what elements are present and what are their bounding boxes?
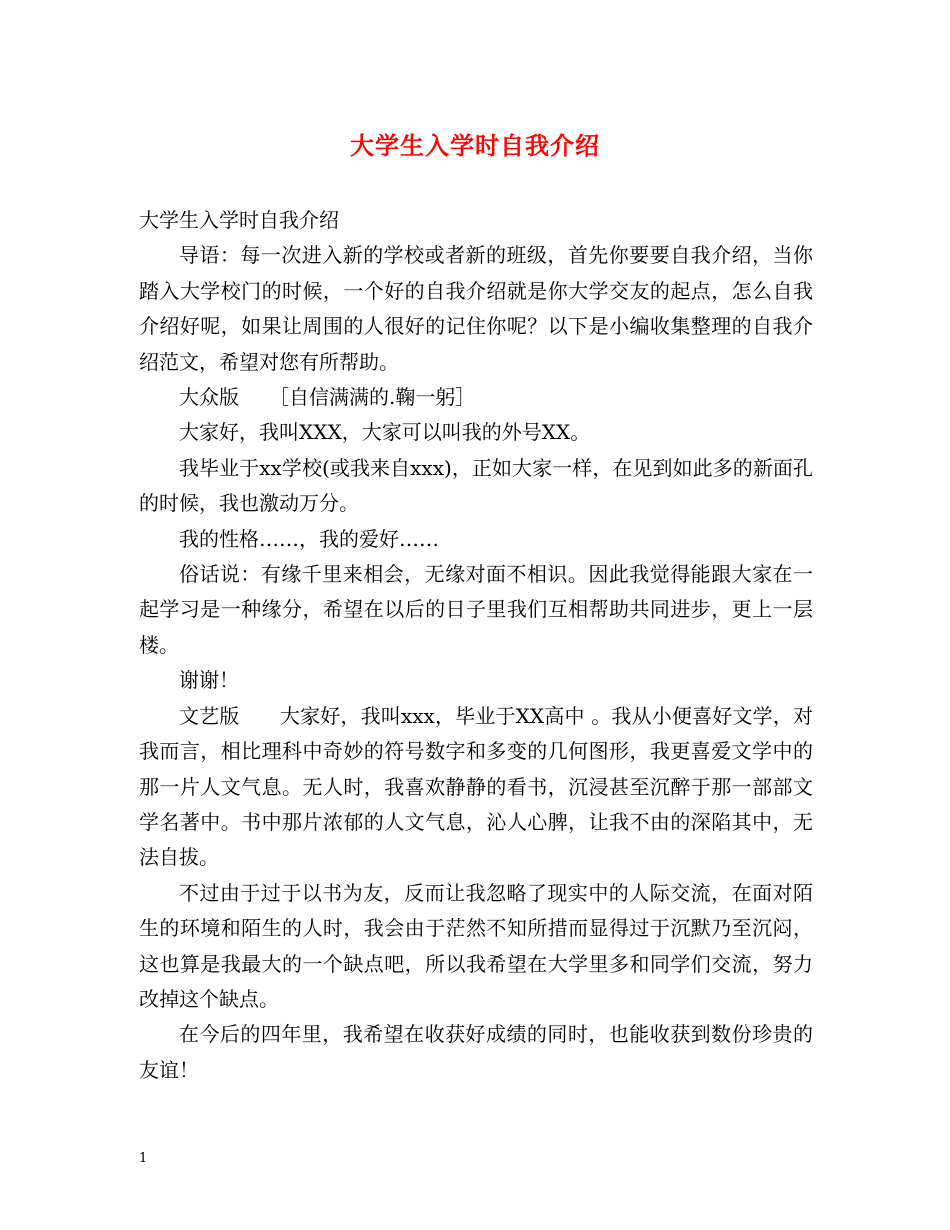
paragraph-popular-version: 大众版 ［自信满满的.鞠一躬］: [179, 385, 476, 410]
paragraph-heading: 大学生入学时自我介绍: [139, 208, 339, 232]
paragraph-personality: 我的性格……，我的爱好……: [179, 526, 439, 551]
paragraph-thanks: 谢谢！: [179, 668, 239, 693]
paragraph-graduation: 我毕业于xx学校(或我来自xxx)，正如大家一样，在见到如此多的新面孔的时候，我也激动万分。: [139, 455, 813, 516]
paragraph-closing: 在今后的四年里，我希望在收获好成绩的同时，也能收获到数份珍贵的友谊！: [139, 1022, 813, 1082]
page-number: 1: [139, 1151, 148, 1166]
paragraph-literary-version: 文艺版 大家好，我叫xxx，毕业于XX高中 。我从小便喜好文学，对我而言，相比理科中奇妙的符号数字和多变的几何图形，我更喜爱文学中的那一片人文气息。无人时，我喜欢静静的看书，沉浸甚至沉醉于那一部部文学名著中。书中那片浓郁的人文气息，沁人心脾，让我不由的深陷其中，无法自拔。: [139, 703, 813, 870]
paragraph-shortcoming: 不过由于过于以书为友，反而让我忽略了现实中的人际交流，在面对陌生的环境和陌生的人时，我会由于茫然不知所措而显得过于沉默乃至沉闷，这也算是我最大的一个缺点吧，所以我希望在大学里多和同学们交流，努力改掉这个缺点。: [139, 880, 813, 1011]
paragraph-intro: 导语：每一次进入新的学校或者新的班级，首先你要要自我介绍，当你踏入大学校门的时候，一个好的自我介绍就是你大学交友的起点，怎么自我介绍好呢，如果让周围的人很好的记住你呢？以下是小编收集整理的自我介绍范文，希望对您有所帮助。: [139, 243, 813, 374]
paragraph-greeting: 大家好，我叫XXX，大家可以叫我的外号XX。: [179, 420, 591, 445]
paragraph-proverb: 俗话说：有缘千里来相会，无缘对面不相识。因此我觉得能跟大家在一起学习是一种缘分，希望在以后的日子里我们互相帮助共同进步，更上一层楼。: [139, 562, 813, 657]
document-body: [139, 203, 813, 1088]
document-title: 大学生入学时自我介绍: [350, 131, 600, 160]
